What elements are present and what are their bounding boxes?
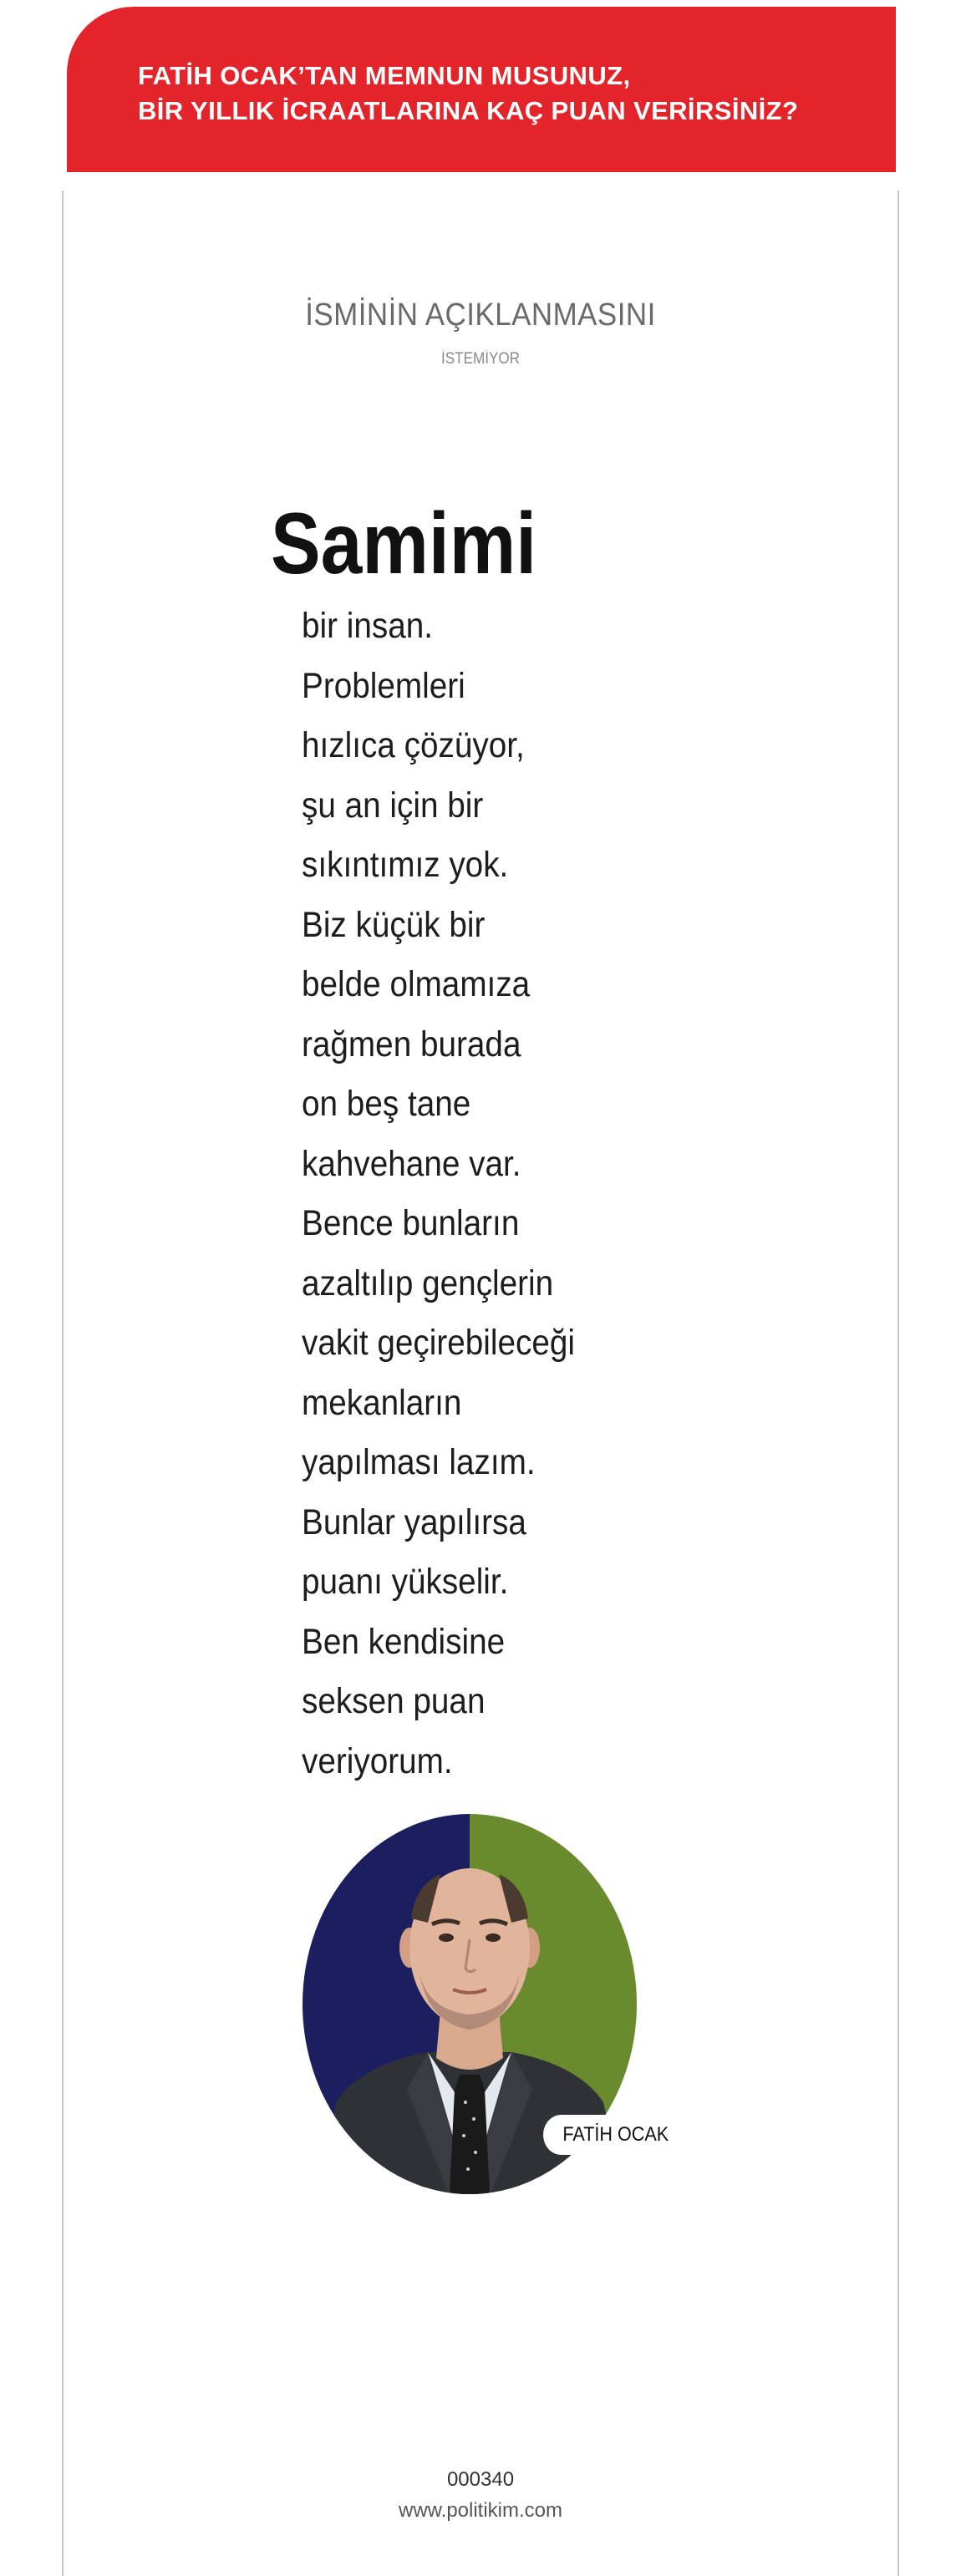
quote-line: on beş tane: [302, 1084, 471, 1124]
page-code: 000340: [446, 2468, 515, 2491]
quote-line: Problemleri: [302, 665, 465, 706]
quote-headline: Samimi: [271, 495, 537, 592]
right-border-line: [897, 191, 899, 2576]
quote-line: Biz küçük bir: [302, 904, 486, 945]
quote-body: [302, 597, 653, 1791]
quote-line: veriyorum.: [302, 1740, 453, 1781]
quote-line: mekanların: [302, 1382, 462, 1423]
quote-line: Ben kendisine: [302, 1621, 506, 1662]
quote-line: yapılması lazım.: [302, 1442, 536, 1482]
quote-line: azaltılıp gençlerin: [302, 1263, 554, 1303]
quote-line: belde olmamıza: [302, 964, 531, 1004]
question-line-2: BİR YILLIK İCRAATLARINA KAÇ PUAN VERİRSİNİZ?: [138, 96, 799, 125]
quote-line: bir insan.: [302, 606, 434, 646]
respondent-name-sub: İSTEMİYOR: [440, 350, 521, 368]
question-banner: [67, 7, 896, 172]
quote-line: hızlıca çözüyor,: [302, 725, 525, 765]
photo-caption: FATİH OCAK: [543, 2115, 689, 2155]
quote-line: vakit geçirebileceği: [302, 1323, 575, 1363]
quote-line: rağmen burada: [302, 1024, 521, 1064]
quote-line: puanı yükselir.: [302, 1562, 509, 1602]
quote-line: kahvehane var.: [302, 1143, 521, 1184]
site-url: www.politikim.com: [398, 2499, 563, 2522]
quote-line: seksen puan: [302, 1681, 486, 1721]
quote-line: Bunlar yapılırsa: [302, 1501, 526, 1542]
quote-line: Bence bunların: [302, 1203, 520, 1243]
question-line-1: FATİH OCAK’TAN MEMNUN MUSUNUZ,: [138, 61, 631, 90]
quote-line: sıkıntımız yok.: [302, 845, 509, 885]
left-border-line: [62, 191, 64, 2576]
quote-line: şu an için bir: [302, 785, 484, 826]
respondent-name: İSMİNİN AÇIKLANMASINI: [305, 297, 656, 333]
